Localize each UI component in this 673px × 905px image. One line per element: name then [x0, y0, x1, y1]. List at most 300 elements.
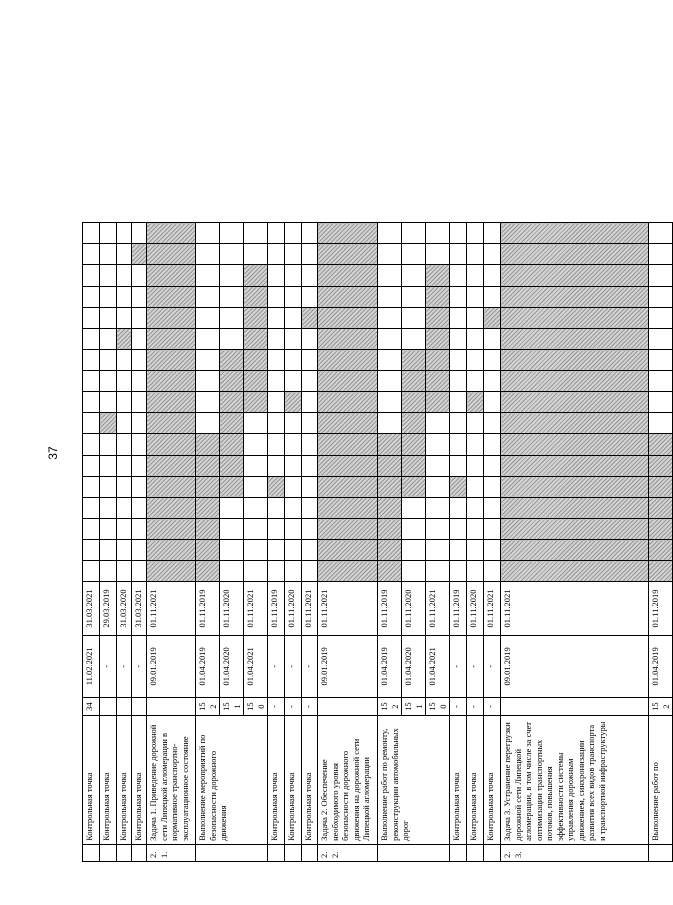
- timeline-cell: [83, 244, 100, 265]
- timeline-cell: [318, 265, 378, 286]
- timeline-cell: [147, 265, 196, 286]
- timeline-cell: [132, 476, 147, 497]
- row-number-cell: 2.3.: [501, 844, 649, 861]
- row-code-cell: 152: [649, 698, 673, 716]
- timeline-cell: [649, 413, 673, 434]
- timeline-cell: [302, 244, 318, 265]
- timeline-cell: [285, 497, 302, 518]
- row-name-cell: Выполнение мероприятий по безопасности дорожного движения: [196, 716, 268, 845]
- timeline-cell: [649, 265, 673, 286]
- timeline-cell: [132, 244, 147, 265]
- timeline-cell: [484, 476, 501, 497]
- timeline-cell: [285, 223, 302, 244]
- timeline-cell: [196, 561, 220, 582]
- timeline-cell: [484, 349, 501, 370]
- timeline-cell: [244, 434, 268, 455]
- row-number-cell: [302, 844, 318, 861]
- timeline-cell: [268, 223, 285, 244]
- timeline-cell: [285, 349, 302, 370]
- timeline-cell: [426, 392, 450, 413]
- row-end-date-cell: 01.11.2019: [450, 582, 467, 635]
- timeline-cell: [467, 349, 484, 370]
- row-end-date-cell: 01.11.2021: [484, 582, 501, 635]
- timeline-cell: [285, 540, 302, 561]
- timeline-cell: [244, 455, 268, 476]
- timeline-cell: [426, 265, 450, 286]
- timeline-cell: [501, 244, 649, 265]
- timeline-cell: [132, 265, 147, 286]
- timeline-cell: [244, 392, 268, 413]
- row-code-cell: 34: [83, 698, 100, 716]
- row-start-date-cell: 01.04.2019: [378, 635, 402, 697]
- timeline-cell: [196, 265, 220, 286]
- timeline-cell: [147, 349, 196, 370]
- timeline-cell: [196, 540, 220, 561]
- row-number-cell: [467, 844, 484, 861]
- row-start-date-cell: 01.04.2021: [426, 635, 450, 697]
- table-row: [100, 223, 117, 862]
- timeline-cell: [220, 476, 244, 497]
- timeline-cell: [426, 540, 450, 561]
- timeline-cell: [484, 518, 501, 539]
- timeline-cell: [318, 476, 378, 497]
- timeline-cell: [302, 455, 318, 476]
- row-start-date-cell: 01.04.2019: [649, 635, 673, 697]
- timeline-cell: [244, 244, 268, 265]
- row-start-date-cell: 01.04.2019: [196, 635, 220, 697]
- timeline-cell: [318, 540, 378, 561]
- timeline-cell: [285, 518, 302, 539]
- timeline-cell: [378, 540, 402, 561]
- timeline-cell: [83, 349, 100, 370]
- timeline-cell: [100, 455, 117, 476]
- timeline-cell: [649, 371, 673, 392]
- timeline-cell: [302, 413, 318, 434]
- timeline-cell: [117, 413, 132, 434]
- timeline-cell: [83, 371, 100, 392]
- timeline-cell: [196, 413, 220, 434]
- timeline-cell: [100, 518, 117, 539]
- timeline-cell: [426, 413, 450, 434]
- timeline-cell: [147, 434, 196, 455]
- timeline-cell: [426, 371, 450, 392]
- timeline-cell: [302, 518, 318, 539]
- timeline-cell: [426, 497, 450, 518]
- timeline-cell: [484, 286, 501, 307]
- timeline-cell: [302, 286, 318, 307]
- row-name-cell: Контрольная точка: [302, 716, 318, 845]
- timeline-cell: [501, 561, 649, 582]
- row-end-date-cell: 01.11.2021: [426, 582, 450, 635]
- row-start-date-cell: -: [484, 635, 501, 697]
- timeline-cell: [378, 561, 402, 582]
- timeline-cell: [117, 497, 132, 518]
- row-number-cell: [285, 844, 302, 861]
- timeline-cell: [132, 328, 147, 349]
- timeline-cell: [484, 434, 501, 455]
- timeline-cell: [484, 223, 501, 244]
- timeline-cell: [402, 349, 426, 370]
- timeline-cell: [484, 244, 501, 265]
- timeline-cell: [450, 307, 467, 328]
- table-row: [285, 223, 302, 862]
- timeline-cell: [467, 286, 484, 307]
- timeline-cell: [450, 497, 467, 518]
- timeline-cell: [318, 434, 378, 455]
- timeline-cell: [285, 371, 302, 392]
- timeline-cell: [83, 286, 100, 307]
- timeline-cell: [220, 413, 244, 434]
- table-row: [302, 223, 318, 862]
- timeline-cell: [402, 476, 426, 497]
- timeline-cell: [83, 497, 100, 518]
- row-end-date-cell: 01.11.2021: [501, 582, 649, 635]
- timeline-cell: [220, 434, 244, 455]
- timeline-cell: [285, 413, 302, 434]
- timeline-cell: [132, 561, 147, 582]
- timeline-cell: [501, 455, 649, 476]
- timeline-cell: [132, 413, 147, 434]
- row-end-date-cell: 01.11.2019: [268, 582, 285, 635]
- table-row: [196, 223, 220, 862]
- table-row: [132, 223, 147, 862]
- timeline-cell: [467, 371, 484, 392]
- timeline-cell: [467, 328, 484, 349]
- timeline-cell: [402, 455, 426, 476]
- timeline-cell: [196, 223, 220, 244]
- timeline-cell: [402, 371, 426, 392]
- table-row: [501, 223, 649, 862]
- timeline-cell: [501, 223, 649, 244]
- timeline-cell: [501, 392, 649, 413]
- timeline-cell: [426, 223, 450, 244]
- timeline-cell: [450, 371, 467, 392]
- timeline-cell: [220, 455, 244, 476]
- timeline-cell: [426, 476, 450, 497]
- timeline-cell: [147, 307, 196, 328]
- row-end-date-cell: 01.11.2021: [302, 582, 318, 635]
- timeline-cell: [83, 413, 100, 434]
- timeline-cell: [268, 455, 285, 476]
- timeline-cell: [100, 497, 117, 518]
- timeline-cell: [220, 540, 244, 561]
- timeline-cell: [649, 434, 673, 455]
- row-code-cell: 150: [244, 698, 268, 716]
- timeline-cell: [426, 349, 450, 370]
- timeline-cell: [117, 286, 132, 307]
- timeline-cell: [100, 392, 117, 413]
- timeline-cell: [402, 265, 426, 286]
- timeline-cell: [268, 328, 285, 349]
- timeline-cell: [467, 540, 484, 561]
- timeline-cell: [117, 518, 132, 539]
- timeline-cell: [378, 307, 402, 328]
- timeline-cell: [302, 371, 318, 392]
- row-code-cell: 152: [196, 698, 220, 716]
- row-name-cell: Контрольная точка: [83, 716, 100, 845]
- timeline-cell: [649, 307, 673, 328]
- table-row: [450, 223, 467, 862]
- timeline-cell: [378, 455, 402, 476]
- timeline-cell: [378, 476, 402, 497]
- timeline-cell: [467, 223, 484, 244]
- timeline-cell: [132, 349, 147, 370]
- timeline-cell: [467, 434, 484, 455]
- timeline-cell: [302, 561, 318, 582]
- timeline-cell: [501, 371, 649, 392]
- timeline-cell: [378, 413, 402, 434]
- timeline-cell: [196, 434, 220, 455]
- rotated-table-container: [82, 222, 671, 862]
- timeline-cell: [220, 223, 244, 244]
- timeline-cell: [501, 434, 649, 455]
- timeline-cell: [285, 476, 302, 497]
- row-number-cell: [649, 844, 673, 861]
- timeline-cell: [649, 223, 673, 244]
- row-code-cell: 152: [378, 698, 402, 716]
- timeline-cell: [649, 328, 673, 349]
- timeline-cell: [501, 286, 649, 307]
- timeline-cell: [450, 223, 467, 244]
- timeline-cell: [244, 413, 268, 434]
- timeline-cell: [318, 561, 378, 582]
- row-code-cell: 151: [402, 698, 426, 716]
- timeline-cell: [132, 223, 147, 244]
- timeline-cell: [649, 349, 673, 370]
- timeline-cell: [378, 349, 402, 370]
- row-start-date-cell: 01.04.2020: [402, 635, 426, 697]
- timeline-cell: [244, 497, 268, 518]
- timeline-cell: [450, 328, 467, 349]
- timeline-cell: [220, 561, 244, 582]
- timeline-cell: [649, 476, 673, 497]
- timeline-cell: [467, 497, 484, 518]
- timeline-cell: [402, 413, 426, 434]
- timeline-cell: [83, 455, 100, 476]
- timeline-cell: [220, 244, 244, 265]
- timeline-cell: [402, 223, 426, 244]
- row-name-cell: Выполнение работ по: [649, 716, 673, 845]
- timeline-cell: [117, 540, 132, 561]
- timeline-cell: [378, 371, 402, 392]
- timeline-cell: [100, 328, 117, 349]
- timeline-cell: [467, 455, 484, 476]
- timeline-cell: [147, 540, 196, 561]
- timeline-cell: [302, 476, 318, 497]
- timeline-cell: [318, 413, 378, 434]
- timeline-cell: [426, 518, 450, 539]
- timeline-cell: [220, 328, 244, 349]
- row-start-date-cell: -: [268, 635, 285, 697]
- page-number: 37: [46, 446, 60, 460]
- row-start-date-cell: 11.02.2021: [83, 635, 100, 697]
- row-start-date-cell: -: [450, 635, 467, 697]
- timeline-cell: [484, 497, 501, 518]
- timeline-cell: [302, 392, 318, 413]
- timeline-cell: [318, 244, 378, 265]
- timeline-cell: [268, 371, 285, 392]
- row-start-date-cell: -: [467, 635, 484, 697]
- row-number-cell: 2.1.: [147, 844, 196, 861]
- timeline-cell: [302, 307, 318, 328]
- timeline-cell: [426, 244, 450, 265]
- timeline-cell: [285, 244, 302, 265]
- row-end-date-cell: 29.03.2019: [100, 582, 117, 635]
- row-name-cell: Контрольная точка: [285, 716, 302, 845]
- timeline-cell: [196, 244, 220, 265]
- timeline-cell: [378, 286, 402, 307]
- row-code-cell: -: [302, 698, 318, 716]
- timeline-cell: [467, 413, 484, 434]
- timeline-cell: [268, 392, 285, 413]
- timeline-cell: [196, 307, 220, 328]
- timeline-cell: [649, 540, 673, 561]
- timeline-cell: [501, 307, 649, 328]
- row-number-cell: [117, 844, 132, 861]
- timeline-cell: [117, 328, 132, 349]
- timeline-cell: [501, 349, 649, 370]
- timeline-cell: [196, 497, 220, 518]
- row-code-cell: -: [285, 698, 302, 716]
- timeline-cell: [285, 265, 302, 286]
- timeline-cell: [302, 328, 318, 349]
- timeline-cell: [450, 561, 467, 582]
- timeline-cell: [147, 497, 196, 518]
- timeline-cell: [117, 244, 132, 265]
- timeline-cell: [117, 265, 132, 286]
- schedule-table: [82, 222, 673, 862]
- timeline-cell: [117, 476, 132, 497]
- row-start-date-cell: -: [100, 635, 117, 697]
- timeline-cell: [501, 497, 649, 518]
- row-start-date-cell: -: [117, 635, 132, 697]
- timeline-cell: [378, 223, 402, 244]
- timeline-cell: [100, 244, 117, 265]
- timeline-cell: [244, 328, 268, 349]
- timeline-cell: [501, 413, 649, 434]
- timeline-cell: [318, 328, 378, 349]
- timeline-cell: [196, 349, 220, 370]
- timeline-cell: [268, 286, 285, 307]
- timeline-cell: [318, 371, 378, 392]
- row-code-cell: [132, 698, 147, 716]
- timeline-cell: [117, 392, 132, 413]
- timeline-cell: [220, 497, 244, 518]
- row-end-date-cell: 01.11.2021: [318, 582, 378, 635]
- timeline-cell: [220, 518, 244, 539]
- timeline-cell: [649, 286, 673, 307]
- timeline-cell: [450, 286, 467, 307]
- table-row: [467, 223, 484, 862]
- row-start-date-cell: -: [302, 635, 318, 697]
- timeline-cell: [132, 307, 147, 328]
- timeline-cell: [268, 540, 285, 561]
- row-start-date-cell: 01.04.2021: [244, 635, 268, 697]
- row-start-date-cell: 09.01.2019: [318, 635, 378, 697]
- timeline-cell: [244, 286, 268, 307]
- timeline-cell: [302, 434, 318, 455]
- timeline-cell: [132, 392, 147, 413]
- timeline-cell: [649, 497, 673, 518]
- table-row: [378, 223, 402, 862]
- timeline-cell: [83, 223, 100, 244]
- timeline-cell: [501, 265, 649, 286]
- timeline-cell: [100, 223, 117, 244]
- row-start-date-cell: -: [285, 635, 302, 697]
- timeline-cell: [450, 476, 467, 497]
- timeline-cell: [268, 349, 285, 370]
- row-end-date-cell: 31.03.2021: [132, 582, 147, 635]
- row-start-date-cell: 09.01.2019: [147, 635, 196, 697]
- row-name-cell: Контрольная точка: [268, 716, 285, 845]
- table-row: [117, 223, 132, 862]
- timeline-cell: [402, 307, 426, 328]
- timeline-cell: [378, 265, 402, 286]
- timeline-cell: [196, 455, 220, 476]
- timeline-cell: [132, 371, 147, 392]
- row-code-cell: [100, 698, 117, 716]
- timeline-cell: [426, 561, 450, 582]
- timeline-cell: [285, 561, 302, 582]
- timeline-cell: [132, 540, 147, 561]
- timeline-cell: [220, 307, 244, 328]
- timeline-cell: [196, 392, 220, 413]
- timeline-cell: [318, 455, 378, 476]
- row-code-cell: -: [268, 698, 285, 716]
- timeline-cell: [318, 286, 378, 307]
- timeline-cell: [268, 265, 285, 286]
- timeline-cell: [467, 244, 484, 265]
- timeline-cell: [244, 371, 268, 392]
- timeline-cell: [285, 328, 302, 349]
- timeline-cell: [484, 265, 501, 286]
- row-name-cell: Контрольная точка: [484, 716, 501, 845]
- table-row: [318, 223, 378, 862]
- timeline-cell: [402, 286, 426, 307]
- timeline-cell: [132, 518, 147, 539]
- row-code-cell: [501, 698, 649, 716]
- row-number-cell: [484, 844, 501, 861]
- timeline-cell: [402, 392, 426, 413]
- timeline-cell: [302, 265, 318, 286]
- timeline-cell: [285, 307, 302, 328]
- table-row: [268, 223, 285, 862]
- timeline-cell: [467, 392, 484, 413]
- timeline-cell: [196, 476, 220, 497]
- row-end-date-cell: 31.03.2021: [83, 582, 100, 635]
- row-code-cell: [318, 698, 378, 716]
- timeline-cell: [132, 455, 147, 476]
- row-code-cell: 151: [220, 698, 244, 716]
- timeline-cell: [450, 349, 467, 370]
- timeline-cell: [501, 476, 649, 497]
- timeline-cell: [467, 476, 484, 497]
- row-code-cell: [117, 698, 132, 716]
- timeline-cell: [402, 434, 426, 455]
- row-start-date-cell: -: [132, 635, 147, 697]
- row-code-cell: [147, 698, 196, 716]
- timeline-cell: [467, 561, 484, 582]
- row-code-cell: 150: [426, 698, 450, 716]
- timeline-cell: [484, 328, 501, 349]
- timeline-cell: [402, 540, 426, 561]
- timeline-cell: [100, 286, 117, 307]
- timeline-cell: [402, 518, 426, 539]
- timeline-cell: [132, 434, 147, 455]
- timeline-cell: [220, 349, 244, 370]
- row-name-cell: Задача 1. Приведение дорожной сети Липецкой агломерации в нормативное транспортно-эксплуатационное состояние: [147, 716, 196, 845]
- timeline-cell: [147, 561, 196, 582]
